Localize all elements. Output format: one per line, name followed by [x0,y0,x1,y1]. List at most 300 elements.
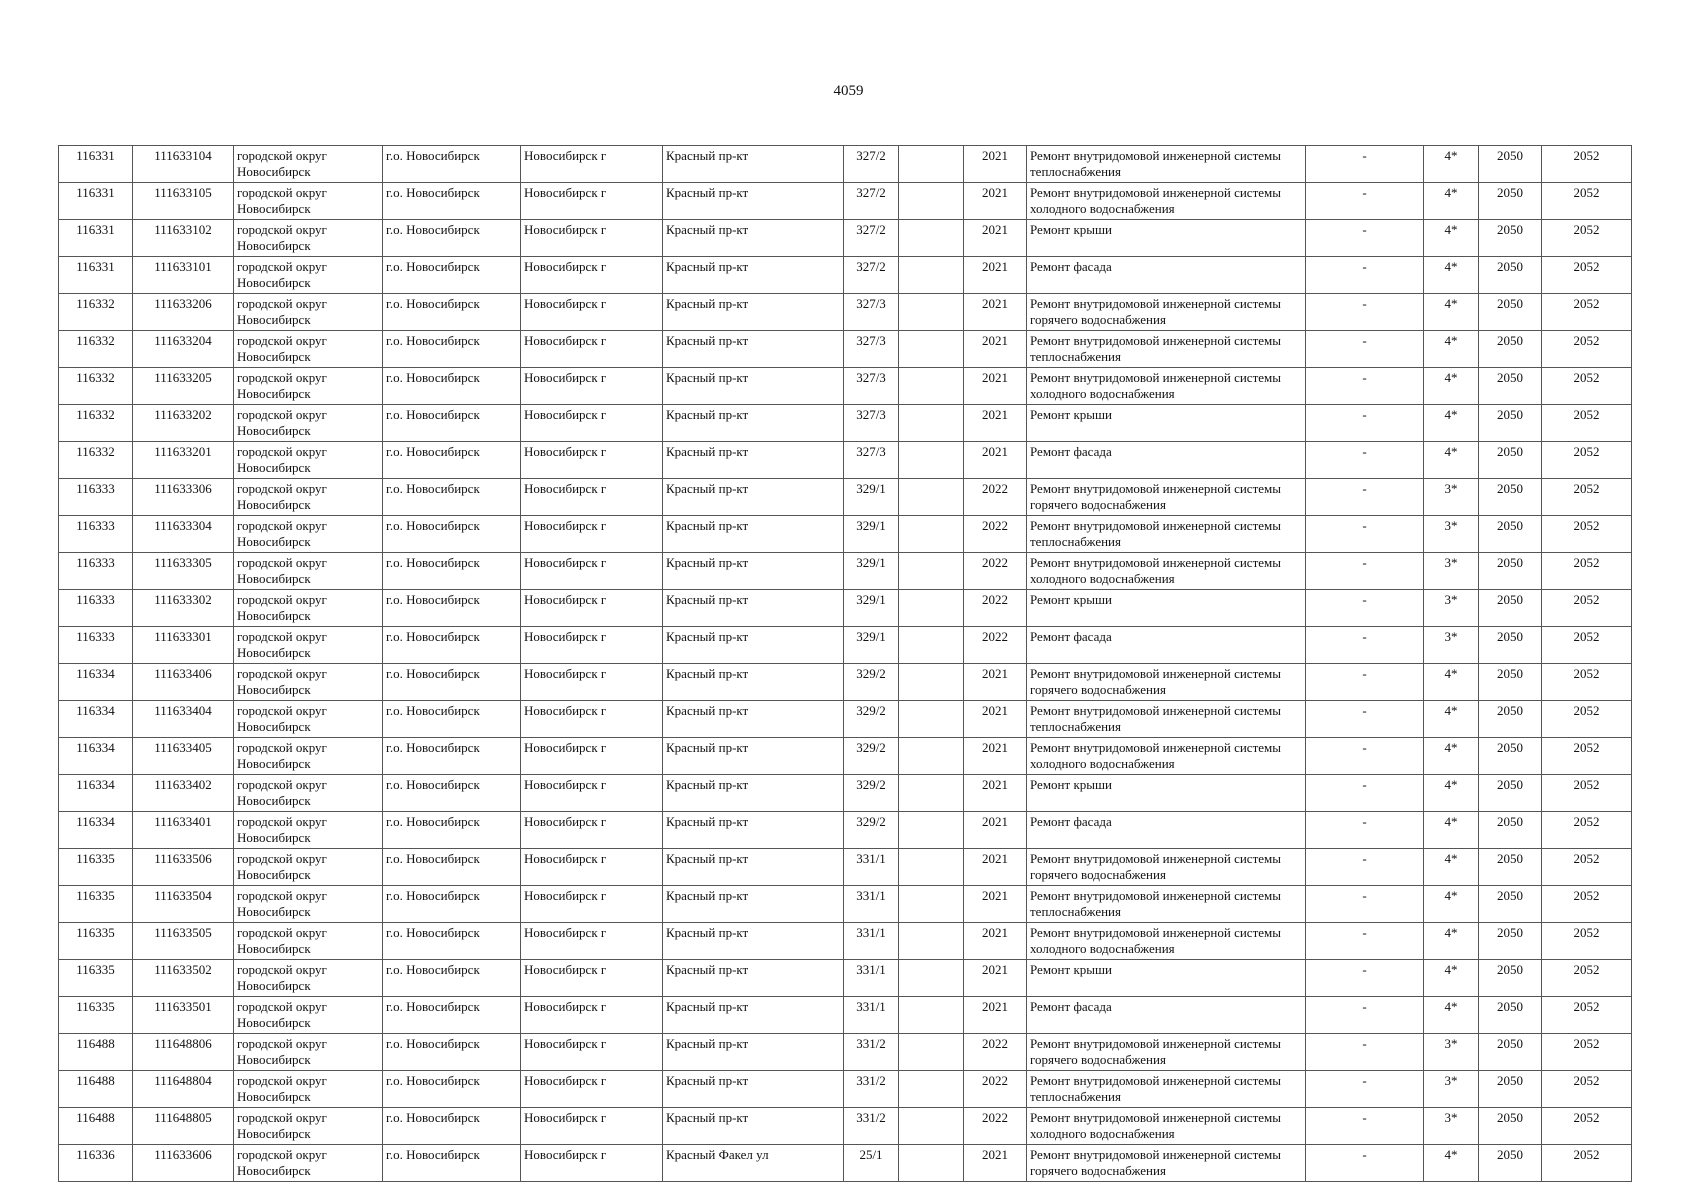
cell-work-id: 111633305 [133,553,234,590]
table-row [59,997,1632,1034]
cell-building [899,812,964,849]
cell-work-id: 111633201 [133,442,234,479]
cell-settlement: Новосибирск г [521,1145,663,1182]
cell-plan-end-year: 2052 [1542,516,1632,553]
cell-house-number: 329/1 [844,479,899,516]
cell-work-id: 111633506 [133,849,234,886]
cell-priority: 3* [1424,1034,1479,1071]
cell-district: г.о. Новосибирск [383,516,521,553]
cell-flag: - [1306,257,1424,294]
cell-district: г.о. Новосибирск [383,738,521,775]
table-row [59,146,1632,183]
cell-municipality: городской округ Новосибирск [234,849,383,886]
cell-district: г.о. Новосибирск [383,812,521,849]
cell-municipality: городской округ Новосибирск [234,590,383,627]
cell-built-year: 2022 [964,1071,1027,1108]
cell-flag: - [1306,812,1424,849]
cell-municipality: городской округ Новосибирск [234,1071,383,1108]
cell-street: Красный пр-кт [663,1034,844,1071]
cell-municipality: городской округ Новосибирск [234,997,383,1034]
table-row [59,738,1632,775]
cell-work-id: 111633402 [133,775,234,812]
cell-flag: - [1306,553,1424,590]
table-row [59,294,1632,331]
cell-district: г.о. Новосибирск [383,775,521,812]
cell-street: Красный пр-кт [663,1108,844,1145]
cell-object-id: 116335 [59,886,133,923]
cell-object-id: 116333 [59,479,133,516]
cell-house-number: 331/2 [844,1108,899,1145]
cell-object-id: 116331 [59,146,133,183]
cell-plan-end-year: 2052 [1542,442,1632,479]
cell-municipality: городской округ Новосибирск [234,331,383,368]
cell-settlement: Новосибирск г [521,886,663,923]
cell-district: г.о. Новосибирск [383,331,521,368]
cell-work-type: Ремонт фасада [1027,997,1306,1034]
cell-street: Красный пр-кт [663,997,844,1034]
cell-settlement: Новосибирск г [521,553,663,590]
cell-object-id: 116334 [59,738,133,775]
cell-district: г.о. Новосибирск [383,849,521,886]
cell-priority: 3* [1424,590,1479,627]
cell-work-type: Ремонт внутридомовой инженерной системы холодного водоснабжения [1027,553,1306,590]
cell-work-id: 111648804 [133,1071,234,1108]
cell-street: Красный пр-кт [663,701,844,738]
cell-district: г.о. Новосибирск [383,1108,521,1145]
cell-plan-end-year: 2052 [1542,405,1632,442]
table-row [59,442,1632,479]
cell-object-id: 116332 [59,294,133,331]
cell-built-year: 2021 [964,701,1027,738]
cell-district: г.о. Новосибирск [383,1034,521,1071]
cell-work-type: Ремонт внутридомовой инженерной системы теплоснабжения [1027,331,1306,368]
cell-built-year: 2021 [964,849,1027,886]
cell-built-year: 2022 [964,479,1027,516]
cell-settlement: Новосибирск г [521,257,663,294]
cell-flag: - [1306,886,1424,923]
cell-work-id: 111633206 [133,294,234,331]
cell-object-id: 116334 [59,664,133,701]
cell-plan-start-year: 2050 [1479,738,1542,775]
cell-priority: 4* [1424,442,1479,479]
cell-priority: 3* [1424,553,1479,590]
cell-flag: - [1306,442,1424,479]
cell-flag: - [1306,516,1424,553]
cell-street: Красный пр-кт [663,812,844,849]
cell-built-year: 2021 [964,886,1027,923]
cell-built-year: 2021 [964,368,1027,405]
table-row [59,1145,1632,1182]
cell-plan-start-year: 2050 [1479,1108,1542,1145]
cell-settlement: Новосибирск г [521,442,663,479]
table-row [59,923,1632,960]
cell-settlement: Новосибирск г [521,997,663,1034]
cell-plan-end-year: 2052 [1542,479,1632,516]
cell-street: Красный пр-кт [663,775,844,812]
cell-house-number: 327/2 [844,146,899,183]
cell-house-number: 25/1 [844,1145,899,1182]
cell-priority: 4* [1424,331,1479,368]
cell-street: Красный пр-кт [663,516,844,553]
cell-building [899,405,964,442]
cell-street: Красный пр-кт [663,442,844,479]
cell-settlement: Новосибирск г [521,1071,663,1108]
cell-object-id: 116335 [59,923,133,960]
cell-building [899,923,964,960]
cell-built-year: 2021 [964,1145,1027,1182]
cell-built-year: 2021 [964,183,1027,220]
cell-plan-end-year: 2052 [1542,701,1632,738]
cell-building [899,479,964,516]
cell-street: Красный пр-кт [663,257,844,294]
cell-building [899,886,964,923]
cell-priority: 4* [1424,294,1479,331]
cell-plan-start-year: 2050 [1479,294,1542,331]
cell-building [899,183,964,220]
cell-work-type: Ремонт внутридомовой инженерной системы теплоснабжения [1027,886,1306,923]
cell-priority: 4* [1424,405,1479,442]
cell-settlement: Новосибирск г [521,590,663,627]
cell-street: Красный пр-кт [663,923,844,960]
cell-plan-end-year: 2052 [1542,664,1632,701]
cell-municipality: городской округ Новосибирск [234,1108,383,1145]
cell-district: г.о. Новосибирск [383,220,521,257]
cell-district: г.о. Новосибирск [383,923,521,960]
cell-district: г.о. Новосибирск [383,627,521,664]
cell-work-id: 111633105 [133,183,234,220]
cell-plan-end-year: 2052 [1542,849,1632,886]
cell-work-type: Ремонт крыши [1027,960,1306,997]
cell-street: Красный пр-кт [663,553,844,590]
cell-priority: 4* [1424,738,1479,775]
cell-work-type: Ремонт внутридомовой инженерной системы горячего водоснабжения [1027,664,1306,701]
cell-work-type: Ремонт крыши [1027,775,1306,812]
cell-building [899,257,964,294]
cell-flag: - [1306,923,1424,960]
cell-settlement: Новосибирск г [521,1034,663,1071]
cell-work-id: 111648805 [133,1108,234,1145]
cell-flag: - [1306,664,1424,701]
cell-settlement: Новосибирск г [521,405,663,442]
cell-house-number: 329/1 [844,553,899,590]
cell-priority: 4* [1424,923,1479,960]
cell-plan-start-year: 2050 [1479,1145,1542,1182]
cell-work-id: 111648806 [133,1034,234,1071]
cell-street: Красный пр-кт [663,183,844,220]
table-row [59,849,1632,886]
cell-work-id: 111633306 [133,479,234,516]
cell-flag: - [1306,479,1424,516]
table-row [59,368,1632,405]
cell-object-id: 116333 [59,516,133,553]
cell-work-id: 111633504 [133,886,234,923]
cell-plan-end-year: 2052 [1542,553,1632,590]
cell-municipality: городской округ Новосибирск [234,294,383,331]
cell-plan-start-year: 2050 [1479,664,1542,701]
cell-plan-start-year: 2050 [1479,220,1542,257]
cell-object-id: 116332 [59,331,133,368]
cell-district: г.о. Новосибирск [383,886,521,923]
cell-object-id: 116331 [59,257,133,294]
cell-built-year: 2021 [964,923,1027,960]
cell-house-number: 329/2 [844,701,899,738]
cell-work-id: 111633304 [133,516,234,553]
cell-district: г.о. Новосибирск [383,664,521,701]
cell-municipality: городской округ Новосибирск [234,479,383,516]
cell-object-id: 116334 [59,812,133,849]
table-row [59,1108,1632,1145]
cell-municipality: городской округ Новосибирск [234,627,383,664]
cell-plan-start-year: 2050 [1479,923,1542,960]
cell-flag: - [1306,849,1424,886]
cell-plan-start-year: 2050 [1479,368,1542,405]
cell-work-type: Ремонт внутридомовой инженерной системы горячего водоснабжения [1027,294,1306,331]
table-row [59,1071,1632,1108]
cell-settlement: Новосибирск г [521,923,663,960]
cell-flag: - [1306,146,1424,183]
cell-work-type: Ремонт фасада [1027,812,1306,849]
cell-object-id: 116335 [59,960,133,997]
cell-house-number: 327/2 [844,257,899,294]
cell-plan-start-year: 2050 [1479,849,1542,886]
cell-plan-start-year: 2050 [1479,516,1542,553]
cell-settlement: Новосибирск г [521,775,663,812]
cell-plan-start-year: 2050 [1479,1034,1542,1071]
cell-house-number: 331/1 [844,886,899,923]
cell-priority: 4* [1424,886,1479,923]
cell-plan-end-year: 2052 [1542,590,1632,627]
cell-district: г.о. Новосибирск [383,442,521,479]
cell-house-number: 329/1 [844,590,899,627]
cell-building [899,627,964,664]
cell-street: Красный пр-кт [663,146,844,183]
cell-settlement: Новосибирск г [521,738,663,775]
table-row [59,183,1632,220]
cell-house-number: 329/2 [844,812,899,849]
table-row [59,701,1632,738]
cell-municipality: городской округ Новосибирск [234,442,383,479]
cell-flag: - [1306,738,1424,775]
cell-built-year: 2021 [964,442,1027,479]
cell-built-year: 2022 [964,553,1027,590]
cell-work-type: Ремонт фасада [1027,442,1306,479]
cell-building [899,590,964,627]
cell-work-id: 111633101 [133,257,234,294]
cell-plan-end-year: 2052 [1542,183,1632,220]
cell-district: г.о. Новосибирск [383,701,521,738]
cell-street: Красный пр-кт [663,590,844,627]
cell-settlement: Новосибирск г [521,627,663,664]
cell-priority: 3* [1424,1108,1479,1145]
cell-work-type: Ремонт внутридомовой инженерной системы горячего водоснабжения [1027,479,1306,516]
cell-street: Красный пр-кт [663,960,844,997]
cell-district: г.о. Новосибирск [383,960,521,997]
cell-district: г.о. Новосибирск [383,257,521,294]
cell-house-number: 327/3 [844,405,899,442]
cell-work-type: Ремонт крыши [1027,220,1306,257]
cell-plan-end-year: 2052 [1542,1145,1632,1182]
cell-plan-end-year: 2052 [1542,960,1632,997]
cell-object-id: 116488 [59,1108,133,1145]
cell-plan-start-year: 2050 [1479,146,1542,183]
cell-plan-end-year: 2052 [1542,368,1632,405]
cell-building [899,553,964,590]
cell-plan-start-year: 2050 [1479,812,1542,849]
cell-flag: - [1306,775,1424,812]
cell-object-id: 116335 [59,849,133,886]
cell-work-type: Ремонт внутридомовой инженерной системы теплоснабжения [1027,701,1306,738]
cell-municipality: городской округ Новосибирск [234,701,383,738]
cell-settlement: Новосибирск г [521,479,663,516]
cell-settlement: Новосибирск г [521,146,663,183]
cell-building [899,997,964,1034]
cell-priority: 4* [1424,701,1479,738]
cell-object-id: 116333 [59,590,133,627]
cell-plan-end-year: 2052 [1542,997,1632,1034]
cell-house-number: 327/3 [844,294,899,331]
cell-settlement: Новосибирск г [521,849,663,886]
cell-work-type: Ремонт внутридомовой инженерной системы холодного водоснабжения [1027,183,1306,220]
cell-priority: 4* [1424,146,1479,183]
cell-plan-end-year: 2052 [1542,627,1632,664]
cell-flag: - [1306,1108,1424,1145]
cell-flag: - [1306,331,1424,368]
cell-district: г.о. Новосибирск [383,1071,521,1108]
cell-work-id: 111633505 [133,923,234,960]
cell-built-year: 2021 [964,664,1027,701]
cell-plan-end-year: 2052 [1542,146,1632,183]
cell-settlement: Новосибирск г [521,220,663,257]
cell-plan-start-year: 2050 [1479,960,1542,997]
cell-work-type: Ремонт внутридомовой инженерной системы горячего водоснабжения [1027,849,1306,886]
cell-building [899,738,964,775]
cell-house-number: 329/2 [844,775,899,812]
register-table [58,145,1632,1182]
cell-priority: 4* [1424,775,1479,812]
cell-building [899,1145,964,1182]
cell-work-id: 111633406 [133,664,234,701]
cell-plan-start-year: 2050 [1479,590,1542,627]
cell-built-year: 2021 [964,294,1027,331]
cell-municipality: городской округ Новосибирск [234,183,383,220]
cell-house-number: 327/2 [844,183,899,220]
cell-building [899,1034,964,1071]
cell-plan-start-year: 2050 [1479,997,1542,1034]
cell-municipality: городской округ Новосибирск [234,257,383,294]
cell-house-number: 329/2 [844,738,899,775]
cell-municipality: городской округ Новосибирск [234,812,383,849]
cell-priority: 4* [1424,812,1479,849]
cell-street: Красный пр-кт [663,479,844,516]
cell-plan-end-year: 2052 [1542,220,1632,257]
cell-built-year: 2021 [964,331,1027,368]
cell-plan-end-year: 2052 [1542,1034,1632,1071]
cell-municipality: городской округ Новосибирск [234,1145,383,1182]
cell-priority: 3* [1424,516,1479,553]
cell-flag: - [1306,368,1424,405]
cell-work-type: Ремонт внутридомовой инженерной системы теплоснабжения [1027,516,1306,553]
table-row [59,775,1632,812]
cell-flag: - [1306,220,1424,257]
cell-work-type: Ремонт внутридомовой инженерной системы холодного водоснабжения [1027,923,1306,960]
cell-house-number: 327/2 [844,220,899,257]
register-body [59,146,1632,1182]
cell-building [899,664,964,701]
cell-object-id: 116333 [59,553,133,590]
table-row [59,590,1632,627]
cell-street: Красный пр-кт [663,220,844,257]
cell-plan-end-year: 2052 [1542,331,1632,368]
cell-building [899,220,964,257]
cell-house-number: 329/1 [844,516,899,553]
cell-work-id: 111633501 [133,997,234,1034]
cell-plan-start-year: 2050 [1479,442,1542,479]
cell-building [899,1071,964,1108]
cell-priority: 4* [1424,368,1479,405]
cell-priority: 3* [1424,479,1479,516]
table-row [59,1034,1632,1071]
cell-flag: - [1306,701,1424,738]
cell-district: г.о. Новосибирск [383,294,521,331]
cell-house-number: 331/1 [844,960,899,997]
cell-street: Красный пр-кт [663,627,844,664]
cell-plan-start-year: 2050 [1479,183,1542,220]
cell-work-type: Ремонт фасада [1027,257,1306,294]
cell-work-id: 111633502 [133,960,234,997]
cell-plan-start-year: 2050 [1479,257,1542,294]
cell-object-id: 116335 [59,997,133,1034]
cell-work-type: Ремонт внутридомовой инженерной системы горячего водоснабжения [1027,1034,1306,1071]
cell-plan-end-year: 2052 [1542,775,1632,812]
table-row [59,664,1632,701]
cell-priority: 4* [1424,183,1479,220]
cell-built-year: 2022 [964,590,1027,627]
cell-building [899,701,964,738]
cell-built-year: 2021 [964,775,1027,812]
cell-municipality: городской округ Новосибирск [234,368,383,405]
cell-plan-end-year: 2052 [1542,294,1632,331]
cell-street: Красный пр-кт [663,368,844,405]
cell-street: Красный пр-кт [663,294,844,331]
cell-work-type: Ремонт внутридомовой инженерной системы теплоснабжения [1027,146,1306,183]
cell-plan-start-year: 2050 [1479,886,1542,923]
cell-plan-start-year: 2050 [1479,701,1542,738]
cell-priority: 4* [1424,1145,1479,1182]
cell-work-type: Ремонт фасада [1027,627,1306,664]
cell-priority: 4* [1424,997,1479,1034]
cell-flag: - [1306,997,1424,1034]
cell-object-id: 116334 [59,701,133,738]
cell-plan-end-year: 2052 [1542,1071,1632,1108]
cell-district: г.о. Новосибирск [383,1145,521,1182]
cell-building [899,1108,964,1145]
cell-built-year: 2021 [964,960,1027,997]
table-row [59,405,1632,442]
cell-district: г.о. Новосибирск [383,590,521,627]
cell-flag: - [1306,294,1424,331]
cell-plan-start-year: 2050 [1479,405,1542,442]
cell-built-year: 2022 [964,1034,1027,1071]
cell-built-year: 2021 [964,812,1027,849]
cell-street: Красный пр-кт [663,405,844,442]
cell-plan-start-year: 2050 [1479,627,1542,664]
cell-plan-start-year: 2050 [1479,1071,1542,1108]
cell-district: г.о. Новосибирск [383,146,521,183]
cell-street: Красный пр-кт [663,886,844,923]
cell-flag: - [1306,1071,1424,1108]
cell-municipality: городской округ Новосибирск [234,738,383,775]
cell-work-id: 111633401 [133,812,234,849]
